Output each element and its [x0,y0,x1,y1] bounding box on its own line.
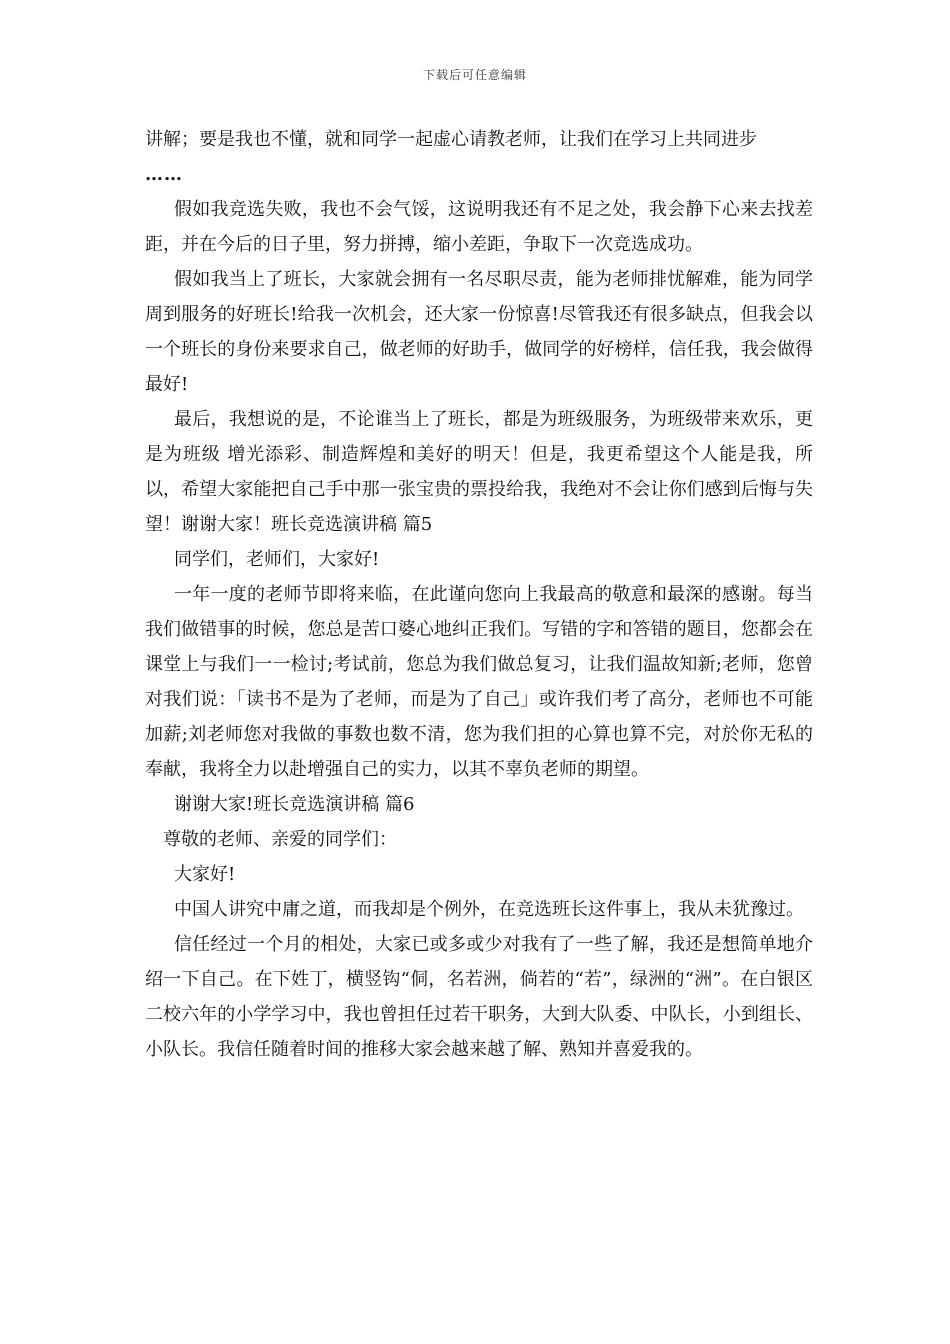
paragraph-if-elected: 假如我当上了班长，大家就会拥有一名尽职尽责，能为老师排忧解难，能为同学周到服务的好班长!给我一次机会，还大家一份惊喜!尽管我还有很多缺点，但我会以一个班长的身份来要求自己，做老师的好助手，做同学的好榜样，信任我，我会做得最好! [145,269,813,395]
paragraph-ellipsis: …… [145,164,183,185]
paragraph-zhongyong: 中国人讲究中庸之道，而我却是个例外，在竞选班长这件事上，我从未犹豫过。 [174,899,804,920]
paragraph-self-intro: 信任经过一个月的相处，大家已或多或少对我有了一些了解，我还是想简单地介绍一下自己。在下姓丁，横竖钩“侗，名若洲，倘若的“若”，绿洲的“洲”。在白银区二校六年的小学学习中，我也曾担任过若干职务，大到大队委、中队长，小到组长、小队长。我信任随着时间的推移大家会越来越了解、熟知并喜爱我的。 [145,934,813,1060]
paragraph-thanks-6: 谢谢大家!班长竞选演讲稿 篇6 [174,794,415,815]
paragraph-greeting-5: 同学们，老师们，大家好! [174,549,380,570]
paragraph-failure: 假如我竞选失败，我也不会气馁，这说明我还有不足之处，我会静下心来去找差距，并在今后的日子里，努力拼搏，缩小差距，争取下一次竞选成功。 [145,199,813,255]
paragraph-continuation: 讲解；要是我也不懂，就和同学一起虚心请教老师，让我们在学习上共同进步 [145,129,757,150]
paragraph-hello-6: 大家好! [174,864,236,885]
paragraph-finally: 最后，我想说的是，不论谁当上了班长，都是为班级服务，为班级带来欢乐，更是为班级 增光添彩、制造辉煌和美好的明天！但是，我更希望这个人能是我，所以，希望大家能把自己手中那一张宝贵的票投给我，我绝对不会让你们感到后悔与失望！谢谢大家！班长竞选演讲稿 篇5 [145,409,813,535]
page-header: 下载后可任意编辑 [422,68,527,82]
paragraph-teachers-day: 一年一度的老师节即将来临，在此谨向您向上我最高的敬意和最深的感谢。每当我们做错事的时候，您总是苦口婆心地纠正我们。写错的字和答错的题目，您都会在课堂上与我们一一检讨;考试前，您总为我们做总复习，让我们温故知新;老师，您曾对我们说：「读书不是为了老师，而是为了自己」或许我们考了高分，老师也不可能加薪;刘老师您对我做的事数也数不清，您为我们担的心算也算不完，对於你无私的奉献，我将全力以赴增强自己的实力，以其不辜负老师的期望。 [145,584,813,780]
document-body [145,122,813,1067]
paragraph-salutation-6: 尊敬的老师、亲爱的同学们： [163,829,397,850]
